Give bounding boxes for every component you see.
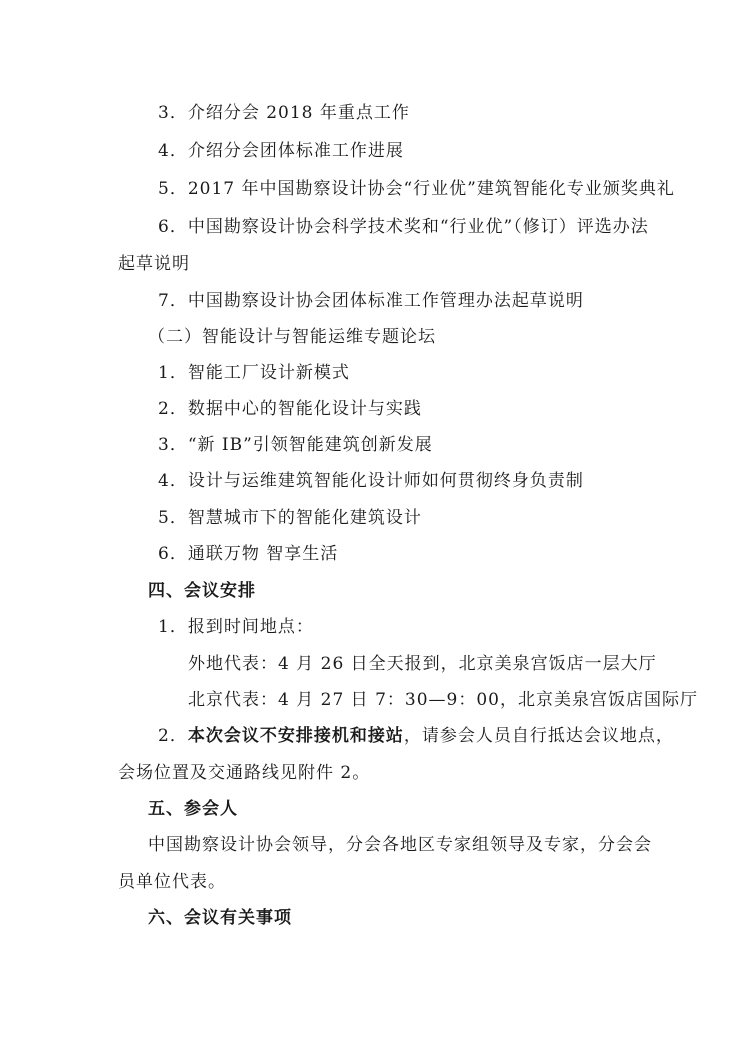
forum-item-6: 6．通联万物 智享生活 xyxy=(158,544,339,564)
section-six-heading: 六、会议有关事项 xyxy=(148,908,292,928)
forum-item-2: 2．数据中心的智能化设计与实践 xyxy=(158,399,422,419)
item-7-management-method: 7．中国勘察设计协会团体标准工作管理办法起草说明 xyxy=(158,291,584,311)
item-6-science-award: 6．中国勘察设计协会科学技术奖和“行业优”（修订）评选办法 xyxy=(158,217,649,237)
item-5-award-ceremony: 5．2017 年中国勘察设计协会“行业优”建筑智能化专业颁奖典礼 xyxy=(158,179,675,199)
section-four-heading: 四、会议安排 xyxy=(148,581,256,601)
forum-item-4: 4．设计与运维建筑智能化设计师如何贯彻终身负责制 xyxy=(158,471,584,491)
attendees-line-2: 员单位代表。 xyxy=(118,872,226,892)
transport-bold-notice: 本次会议不安排接机和接站 xyxy=(187,726,404,746)
transport-item-continuation: 会场位置及交通路线见附件 2。 xyxy=(118,763,371,783)
transport-item-number: 2． xyxy=(158,726,188,746)
item-4-group-standards: 4．介绍分会团体标准工作进展 xyxy=(158,141,404,161)
registration-beijing: 北京代表：4 月 27 日 7：30—9：00，北京美泉宫饭店国际厅 xyxy=(188,690,698,710)
item-6-continuation: 起草说明 xyxy=(118,254,190,274)
registration-item: 1．报到时间地点： xyxy=(158,617,314,637)
registration-outside: 外地代表：4 月 26 日全天报到，北京美泉宫饭店一层大厅 xyxy=(188,654,657,674)
forum-item-3: 3．“新 IB”引领智能建筑创新发展 xyxy=(158,435,433,455)
section-five-heading: 五、参会人 xyxy=(148,799,238,819)
forum-item-1: 1．智能工厂设计新模式 xyxy=(158,363,350,383)
sub-heading-smart-design-forum: （二）智能设计与智能运维专题论坛 xyxy=(148,327,436,347)
transport-item xyxy=(158,724,674,748)
item-3-intro-2018-work: 3．介绍分会 2018 年重点工作 xyxy=(158,103,410,123)
attendees-line-1: 中国勘察设计协会领导，分会各地区专家组领导及专家，分会会 xyxy=(148,835,652,855)
transport-item-rest: ，请参会人员自行抵达会议地点， xyxy=(403,726,674,746)
forum-item-5: 5．智慧城市下的智能化建筑设计 xyxy=(158,508,422,528)
